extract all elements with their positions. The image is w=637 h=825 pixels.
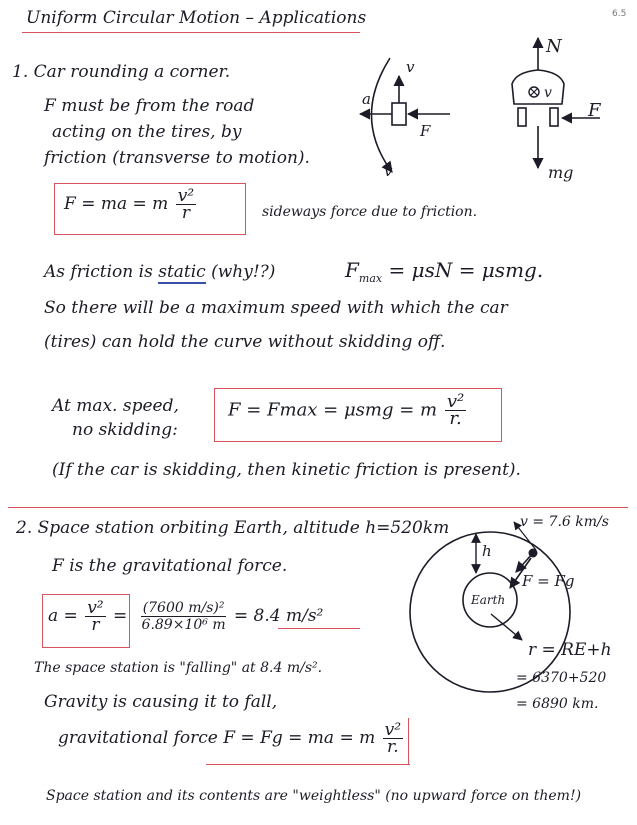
radius-sum: = 6370+520 bbox=[516, 670, 607, 686]
text-fragment: As friction is bbox=[44, 262, 153, 282]
label-v: v bbox=[384, 162, 393, 180]
text-line: Space station and its contents are "weightless" (no upward force on them!) bbox=[46, 788, 582, 804]
text-line: (tires) can hold the curve without skidding off. bbox=[44, 332, 446, 352]
fraction-denominator: 6.89×10⁶ m bbox=[141, 617, 226, 633]
acceleration-result: = 8.4 m/s² bbox=[233, 606, 324, 626]
label-F: F bbox=[420, 122, 431, 140]
label-mg: mg bbox=[548, 163, 574, 182]
fraction-denominator: r. bbox=[449, 408, 462, 429]
earth-label: Earth bbox=[471, 593, 506, 607]
text-fragment: (why!?) bbox=[211, 262, 276, 282]
section-2-heading: 2. Space station orbiting Earth, altitude h=520km bbox=[16, 518, 450, 538]
fmax-rhs: = μsN = μsmg. bbox=[388, 258, 544, 282]
radius-label: r = RE+h bbox=[528, 640, 612, 660]
equals-sign: = bbox=[113, 606, 128, 626]
text-line: no skidding: bbox=[72, 420, 178, 440]
label-a: a bbox=[362, 90, 371, 108]
text-line: (If the car is skidding, then kinetic friction is present). bbox=[52, 460, 521, 480]
speed-label: v = 7.6 km/s bbox=[520, 514, 609, 530]
fraction-denominator: r. bbox=[387, 737, 399, 757]
equation-note: sideways force due to friction. bbox=[262, 204, 478, 220]
text-line: So there will be a maximum speed with which the car bbox=[44, 298, 508, 318]
fraction-numerator: v² bbox=[446, 391, 465, 412]
label-v: v bbox=[406, 58, 415, 76]
text-line: Gravity is causing it to fall, bbox=[44, 692, 278, 712]
fmax-subscript: max bbox=[358, 272, 383, 285]
force-label: F = Fg bbox=[522, 572, 575, 590]
fraction-numerator: v² bbox=[177, 186, 195, 206]
fraction-numerator: v² bbox=[87, 598, 104, 618]
text-line: acting on the tires, by bbox=[52, 122, 242, 142]
velocity-arrow bbox=[516, 553, 533, 572]
fraction-denominator: r bbox=[91, 615, 100, 635]
section-1-heading: 1. Car rounding a corner. bbox=[12, 62, 231, 82]
text-line: At max. speed, bbox=[52, 396, 179, 416]
text-line: friction (transverse to motion). bbox=[44, 148, 310, 168]
page-number: 6.5 bbox=[612, 9, 627, 19]
fraction-numerator: v² bbox=[384, 720, 402, 740]
altitude-label: h bbox=[482, 542, 492, 560]
equation-lhs: F = ma = m bbox=[64, 194, 169, 214]
fraction-denominator: r bbox=[181, 203, 190, 223]
text-line: The space station is "falling" at 8.4 m/s². bbox=[34, 660, 323, 676]
static-word: static bbox=[158, 262, 206, 282]
label-F: F bbox=[588, 100, 601, 121]
equation-lhs: a = bbox=[48, 606, 78, 626]
equation-lhs: gravitational force F = Fg = ma = m bbox=[58, 728, 376, 748]
text-line: F is the gravitational force. bbox=[52, 556, 288, 576]
label-v: v bbox=[544, 85, 552, 101]
fmax-symbol: F bbox=[345, 258, 359, 282]
fraction-numerator: (7600 m/s)² bbox=[142, 600, 225, 616]
equation-lhs: F = Fmax = μsmg = m bbox=[228, 399, 438, 421]
label-N: N bbox=[546, 36, 562, 57]
text-line: F must be from the road bbox=[44, 96, 255, 116]
page-title: Uniform Circular Motion – Applications bbox=[26, 8, 367, 28]
radius-value: = 6890 km. bbox=[516, 696, 599, 712]
